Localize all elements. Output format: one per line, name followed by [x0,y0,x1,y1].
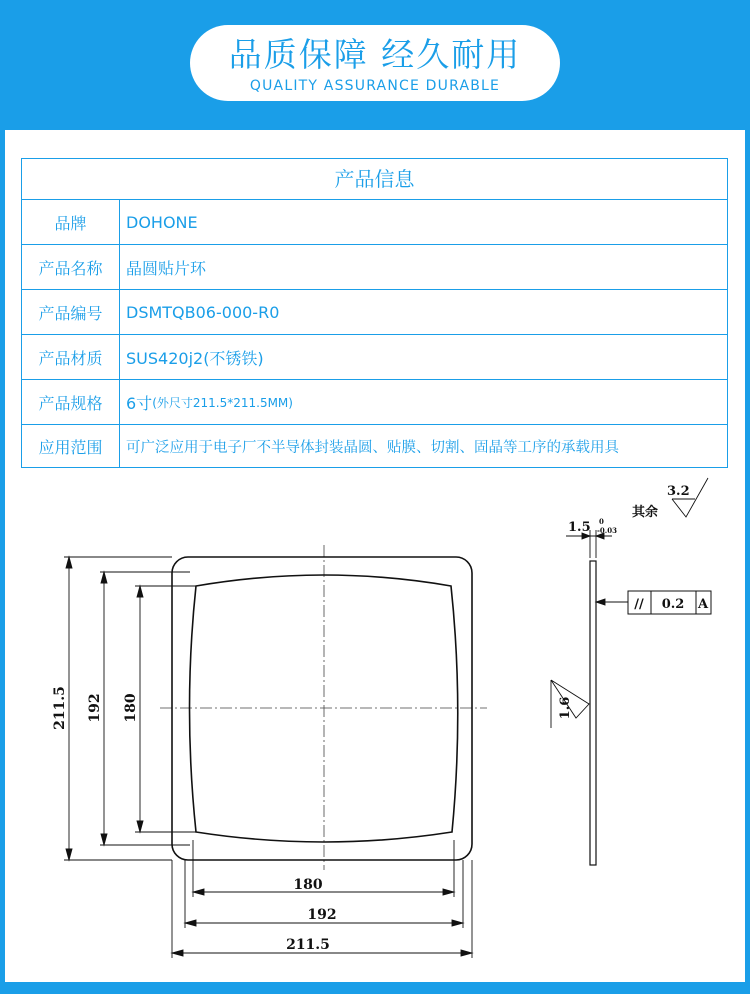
banner-title: 品质保障 经久耐用 [228,35,522,74]
row-value [126,380,721,424]
row-label: 产品编号 [22,290,120,334]
product-info-table [21,158,728,468]
row-label: 产品规格 [22,380,120,424]
header-banner [0,0,750,130]
title-pill [190,25,560,101]
spec-size: 6寸 [126,393,153,413]
row-value: 晶圆贴片环 [126,258,207,278]
technical-drawing [0,470,750,982]
parallelism-symbol: // [634,597,644,612]
parallelism-frame [628,591,711,614]
side-roughness-value: 1.6 [558,696,573,720]
row-label: 产品材质 [22,335,120,379]
row-value: SUS420j2(不锈铁) [126,348,264,368]
row-label: 产品名称 [22,245,120,289]
row-value: DOHONE [126,212,198,232]
dim-window-horizontal: 180 [293,877,323,893]
row-value: 可广泛应用于电子厂不半导体封装晶圆、贴膜、切割、固晶等工序的承载用具 [126,439,619,456]
thickness-tol-upper: 0 [599,517,604,526]
table-heading: 产品信息 [22,159,727,200]
table-row-product-code [22,290,727,335]
banner-subtitle: QUALITY ASSURANCE DURABLE [249,78,501,94]
table-row-brand [22,200,727,245]
table-row-product-name [22,245,727,290]
table-row-spec [22,380,727,425]
row-label: 应用范围 [22,425,120,467]
side-view-profile [590,561,596,865]
row-label: 品牌 [22,200,120,244]
general-roughness-value: 3.2 [667,484,690,499]
dim-inner-horizontal: 192 [307,907,337,923]
general-roughness-label: 其余 [632,505,659,520]
parallelism-leader [596,599,628,605]
dim-outer-vertical: 211.5 [52,686,68,730]
thickness-value: 1.5 [568,520,591,535]
table-row-material [22,335,727,380]
row-value: DSMTQB06-000-R0 [126,302,280,322]
frame-outer-outline [172,557,472,860]
spec-note: (外尺寸211.5*211.5MM) [152,395,293,410]
datum-label: A [697,597,709,612]
parallelism-tolerance: 0.2 [661,597,685,612]
dim-window-vertical: 180 [123,693,139,723]
dim-inner-vertical: 192 [87,693,103,723]
bottom-border [0,982,750,994]
table-row-application [22,425,727,467]
dim-outer-horizontal: 211.5 [286,937,330,953]
thickness-tol-lower: -0.03 [597,526,617,535]
